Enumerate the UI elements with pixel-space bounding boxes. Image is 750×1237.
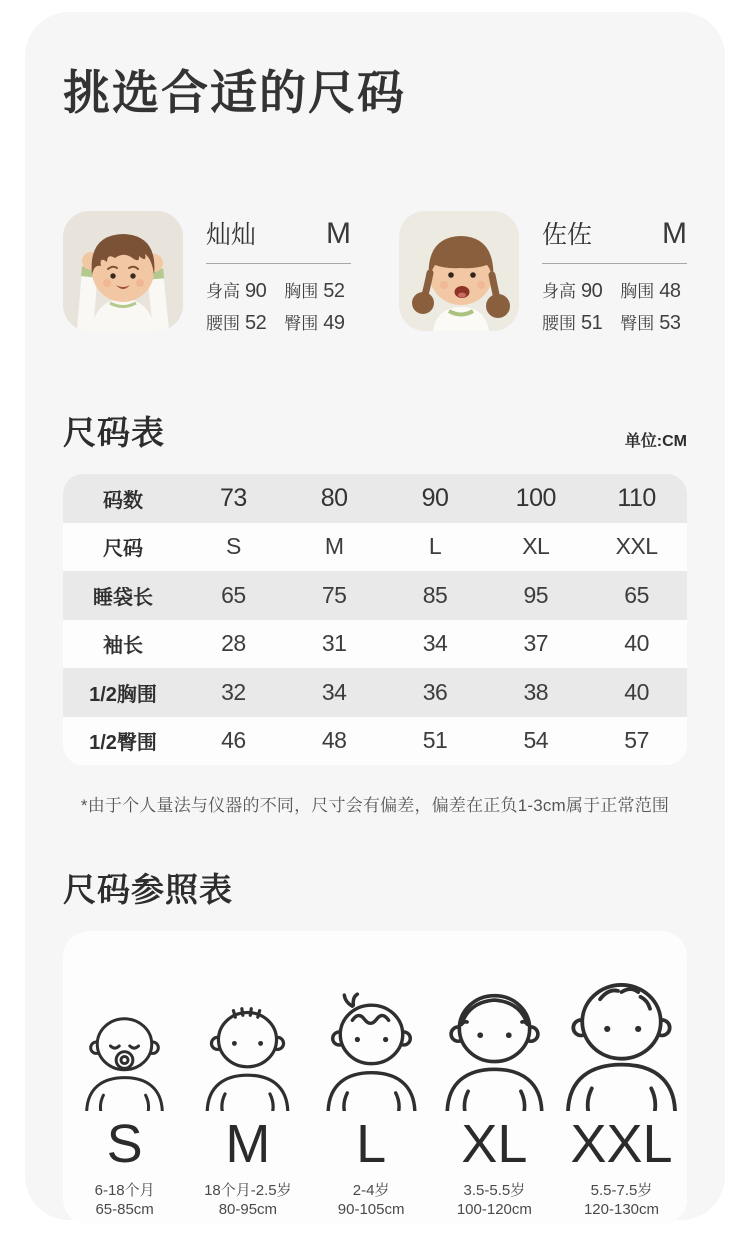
model-photo-zuozuo (399, 211, 519, 331)
reference-age: 18个月-2.5岁 (204, 1182, 292, 1199)
model-name: 佐佐 (542, 221, 593, 249)
model-name: 灿灿 (206, 221, 257, 249)
reference-item (63, 959, 186, 1225)
reference-item (433, 959, 556, 1225)
model-size-badge: M (662, 217, 687, 250)
size-table (63, 474, 687, 765)
table-row: 1/2胸围 32 34 36 38 40 (63, 668, 687, 717)
reference-height: 90-105cm (337, 1201, 405, 1218)
measurement-pair: 胸围 48 (620, 280, 681, 302)
measurement-pair: 胸围 52 (284, 280, 345, 302)
divider (542, 263, 687, 264)
reference-size-label: XL (461, 1114, 528, 1174)
size-reference-panel (63, 931, 687, 1225)
page-title: 挑选合适的尺码 (63, 66, 406, 119)
model-card (63, 211, 351, 335)
reference-age: 5.5-7.5岁 (590, 1182, 653, 1199)
size-table-heading: 尺码表 (63, 414, 165, 451)
size-reference-section (63, 864, 687, 1225)
reference-height: 120-130cm (583, 1201, 660, 1218)
table-row: 尺码 S M L XL XXL (103, 533, 658, 561)
reference-age: 6-18个月 (94, 1182, 155, 1199)
model-measurements (542, 277, 687, 335)
baby-photo-illustration (399, 211, 519, 331)
model-photo-cancan (63, 211, 183, 331)
reference-height: 100-120cm (456, 1201, 532, 1218)
unit-label: 单位:CM (624, 433, 687, 450)
model-card (399, 211, 687, 335)
table-row: 袖长 28 31 34 37 40 (103, 630, 649, 658)
table-row: 码数 73 80 90 100 110 (63, 474, 687, 523)
baby-photo-illustration (63, 211, 183, 331)
baby-figure-m-icon (196, 959, 299, 1111)
models-section (63, 211, 687, 335)
reference-size-label: XXL (570, 1114, 673, 1174)
reference-size-label: M (225, 1114, 271, 1174)
measurement-pair: 臀围 49 (284, 312, 345, 334)
reference-age: 3.5-5.5岁 (463, 1182, 526, 1199)
reference-height: 65-85cm (95, 1201, 154, 1218)
reference-item (310, 959, 433, 1225)
child-figure-xl-icon (434, 959, 555, 1111)
tolerance-footnote: *由于个人量法与仪器的不同，尺寸会有偏差，偏差在正负1-3cm属于正常范围 (80, 796, 670, 815)
reference-item (556, 959, 687, 1225)
model-measurements (206, 277, 351, 335)
model-info (542, 211, 687, 335)
size-table-section (63, 407, 687, 816)
measurement-pair: 身高 90 (542, 280, 603, 302)
measurement-pair: 臀围 53 (620, 312, 681, 334)
measurement-pair: 身高 90 (206, 280, 267, 302)
reference-size-label: S (106, 1114, 143, 1174)
reference-height: 80-95cm (218, 1201, 278, 1218)
model-info (206, 211, 351, 335)
reference-heading: 尺码参照表 (63, 871, 233, 908)
baby-figure-l-icon (316, 959, 427, 1111)
size-guide-card (25, 12, 725, 1220)
child-figure-xxl-icon (556, 959, 687, 1111)
model-size-badge: M (326, 217, 351, 250)
reference-size-label: L (356, 1114, 387, 1174)
table-row: 1/2臀围 46 48 51 54 57 (89, 727, 649, 755)
baby-figure-s-icon (76, 959, 173, 1111)
divider (206, 263, 351, 264)
measurement-pair: 腰围 51 (542, 312, 603, 334)
table-row: 睡袋长 65 75 85 95 65 (63, 571, 687, 620)
reference-age: 2-4岁 (352, 1182, 390, 1199)
measurement-pair: 腰围 52 (206, 312, 267, 334)
reference-item (186, 959, 309, 1225)
